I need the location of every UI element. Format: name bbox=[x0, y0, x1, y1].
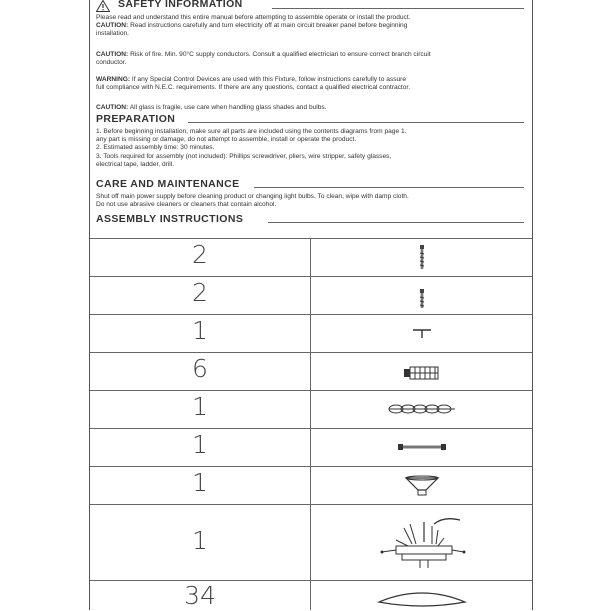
parts-table bbox=[90, 238, 532, 610]
chain-icon bbox=[311, 401, 532, 417]
part-quantity: 1 bbox=[192, 392, 208, 421]
long-screw-icon bbox=[311, 244, 532, 272]
hook-icon bbox=[311, 324, 532, 344]
assembly-heading: ASSEMBLY INSTRUCTIONS bbox=[96, 213, 244, 225]
fixture-body-icon bbox=[311, 514, 532, 570]
part-quantity: 1 bbox=[192, 430, 208, 459]
part-quantity: 1 bbox=[192, 526, 208, 555]
part-quantity: 1 bbox=[192, 468, 208, 497]
part-quantity: 1 bbox=[192, 316, 208, 345]
part-quantity: 6 bbox=[192, 354, 208, 383]
safety-paragraph-1: Please read and understand this entire manual before attempting to assemble operate or install the product. CAUTION: Read instructions carefully and turn electricity off at main circuit breaker panel before beginning installation. bbox=[96, 14, 411, 38]
preparation-text: 1. Before beginning installation, make sure all parts are included using the contents diagrams from page 1. any part is missing or damage, do not attempt to assemble, install or operate the product. 2. Estimated assembly time: 30 minutes. 3. Tools required for assembly (not included): Phillips screwdriver, pliers, wire stripper, safety glasses, electrical tape, ladder, drill. bbox=[96, 128, 407, 168]
safety-heading: SAFETY INFORMATION bbox=[118, 0, 243, 10]
short-screw-icon bbox=[311, 288, 532, 312]
canopy-icon bbox=[311, 472, 532, 500]
manual-page bbox=[89, 0, 533, 610]
safety-paragraph-3: WARNING: If any Special Control Devices are used with this Fixture, follow instructions carefully to assure full compliance with N.E.C. requirements. If there are any questions, contact a qualified electrical contractor. bbox=[96, 76, 411, 92]
warning-triangle-icon bbox=[96, 0, 110, 12]
part-quantity: 2 bbox=[192, 278, 208, 307]
care-text: Shut off main power supply before cleaning product or changing light bulbs. To clean, wipe with damp cloth. Do not use abrasive cleaners or cleaners that contain alcohol. bbox=[96, 193, 409, 209]
part-quantity: 34 bbox=[184, 581, 216, 610]
safety-paragraph-4: CAUTION: All glass is fragile, use care when handling glass shades and bulbs. bbox=[96, 104, 327, 111]
safety-paragraph-2: CAUTION: Risk of fire. Min. 90°C supply conductors. Consult a qualified electrician to ensure correct branch circuit conductor. bbox=[96, 51, 431, 67]
wire-connector-icon bbox=[311, 364, 532, 382]
care-heading: CARE AND MAINTENANCE bbox=[96, 178, 240, 190]
preparation-heading: PREPARATION bbox=[96, 113, 176, 125]
glass-leaf-icon bbox=[311, 588, 532, 610]
part-quantity: 2 bbox=[192, 240, 208, 269]
threaded-rod-icon bbox=[311, 440, 532, 454]
